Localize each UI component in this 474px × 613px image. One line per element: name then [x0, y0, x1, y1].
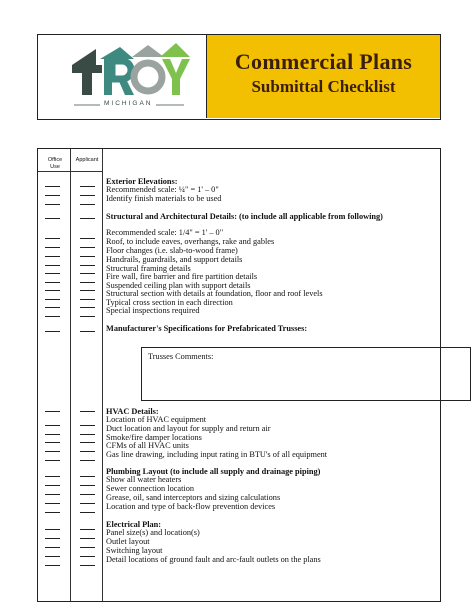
checkbox-blank[interactable] — [45, 529, 60, 530]
checkbox-blank[interactable] — [80, 195, 95, 196]
header-divider — [38, 171, 103, 172]
checkbox-blank[interactable] — [80, 565, 95, 566]
checklist-item: Switching layout — [106, 546, 163, 555]
checkbox-blank[interactable] — [80, 547, 95, 548]
checkbox-blank[interactable] — [45, 512, 60, 513]
checkbox-blank[interactable] — [45, 411, 60, 412]
checkbox-blank[interactable] — [45, 547, 60, 548]
checkbox-blank[interactable] — [45, 316, 60, 317]
section-heading-structural: Structural and Architectural Details: (to include all applicable from following) — [106, 212, 383, 221]
checklist-item: Structural section with details at foundation, floor and roof levels — [106, 289, 323, 298]
checklist-item: Floor changes (i.e. slab-to-wood frame) — [106, 246, 238, 255]
checklist-item: Recommended scale: ¼" = 1' – 0" — [106, 185, 219, 194]
section-heading-plumbing: Plumbing Layout (to include all supply and drainage piping) — [106, 467, 321, 476]
office-use-column — [38, 149, 71, 601]
checkbox-blank[interactable] — [80, 538, 95, 539]
checkbox-blank[interactable] — [80, 512, 95, 513]
checkbox-blank[interactable] — [45, 238, 60, 239]
title-box — [206, 35, 440, 118]
checkbox-blank[interactable] — [80, 218, 95, 219]
page-subtitle: Submittal Checklist — [251, 77, 396, 96]
checkbox-blank[interactable] — [80, 290, 95, 291]
trusses-comments-label: Trusses Comments: — [148, 352, 214, 361]
checkbox-blank[interactable] — [45, 565, 60, 566]
trusses-comments-box[interactable] — [141, 347, 471, 401]
checkbox-blank[interactable] — [80, 411, 95, 412]
checkbox-blank[interactable] — [80, 273, 95, 274]
checkbox-blank[interactable] — [80, 503, 95, 504]
checkbox-blank[interactable] — [45, 204, 60, 205]
checkbox-blank[interactable] — [45, 451, 60, 452]
checkbox-blank[interactable] — [80, 529, 95, 530]
checkbox-blank[interactable] — [45, 485, 60, 486]
checkbox-blank[interactable] — [45, 256, 60, 257]
checkbox-blank[interactable] — [45, 307, 60, 308]
checkbox-blank[interactable] — [80, 331, 95, 332]
section-heading-trusses: Manufacturer's Specifications for Prefabricated Trusses: — [106, 324, 308, 333]
checkbox-blank[interactable] — [80, 307, 95, 308]
checkbox-blank[interactable] — [45, 331, 60, 332]
checklist-item: Sewer connection location — [106, 484, 195, 493]
checkbox-blank[interactable] — [45, 476, 60, 477]
header-box — [37, 34, 441, 120]
checkbox-blank[interactable] — [80, 299, 95, 300]
checkbox-blank[interactable] — [80, 247, 95, 248]
checkbox-blank[interactable] — [45, 290, 60, 291]
checklist-item: Identify finish materials to be used — [106, 194, 222, 203]
checkbox-blank[interactable] — [45, 273, 60, 274]
checklist-item: Special inspections required — [106, 306, 200, 315]
checkbox-blank[interactable] — [45, 247, 60, 248]
section-heading-hvac: HVAC Details: — [106, 407, 159, 416]
checkbox-blank[interactable] — [80, 442, 95, 443]
checkbox-blank[interactable] — [45, 195, 60, 196]
checkbox-blank[interactable] — [45, 460, 60, 461]
applicant-header: Applicant — [75, 157, 99, 163]
checkbox-blank[interactable] — [80, 256, 95, 257]
section-heading-exterior: Exterior Elevations: — [106, 177, 178, 186]
checkbox-blank[interactable] — [80, 238, 95, 239]
checklist-item: Suspended ceiling plan with support details — [106, 281, 251, 290]
checkbox-blank[interactable] — [80, 460, 95, 461]
checklist-item: Duct location and layout for supply and return air — [106, 424, 271, 433]
checklist-item: Grease, oil, sand interceptors and sizing calculations — [106, 493, 281, 502]
checklist-item: Location of HVAC equipment — [106, 415, 207, 424]
checkbox-blank[interactable] — [80, 265, 95, 266]
checklist-item: Recommended scale: 1/4" = 1' – 0" — [106, 228, 224, 237]
checkbox-blank[interactable] — [80, 204, 95, 205]
checkbox-blank[interactable] — [45, 556, 60, 557]
checkbox-blank[interactable] — [45, 282, 60, 283]
checkbox-blank[interactable] — [80, 282, 95, 283]
section-heading-electrical: Electrical Plan: — [106, 520, 162, 529]
checkbox-blank[interactable] — [45, 503, 60, 504]
checklist-item: Show all water heaters — [106, 475, 182, 484]
checkbox-blank[interactable] — [45, 442, 60, 443]
checkbox-blank[interactable] — [80, 476, 95, 477]
checkbox-blank[interactable] — [80, 186, 95, 187]
checklist-item: CFMs of all HVAC units — [106, 441, 189, 450]
checklist-item: Handrails, guardrails, and support details — [106, 255, 243, 264]
logo-tagline: MICHIGAN — [104, 100, 153, 107]
checkbox-blank[interactable] — [45, 265, 60, 266]
checklist-item: Outlet layout — [106, 537, 150, 546]
checklist-item: Structural framing details — [106, 264, 191, 273]
applicant-column — [71, 149, 103, 601]
checklist-item: Typical cross section in each direction — [106, 298, 233, 307]
checklist-item: Roof, to include eaves, overhangs, rake and gables — [106, 237, 275, 246]
checkbox-blank[interactable] — [80, 316, 95, 317]
checkbox-blank[interactable] — [45, 538, 60, 539]
checkbox-blank[interactable] — [80, 494, 95, 495]
checkbox-blank[interactable] — [45, 186, 60, 187]
checklist-item: Location and type of back-flow prevention devices — [106, 502, 276, 511]
checkbox-blank[interactable] — [80, 485, 95, 486]
page-title: Commercial Plans — [234, 49, 413, 74]
checkbox-blank[interactable] — [45, 299, 60, 300]
checklist-item: Fire wall, fire barrier and fire partition details — [106, 272, 258, 281]
checkbox-blank[interactable] — [80, 434, 95, 435]
office-use-header: Office Use — [47, 157, 63, 170]
checklist-item: Smoke/fire damper locations — [106, 433, 202, 442]
checkbox-blank[interactable] — [80, 425, 95, 426]
checkbox-blank[interactable] — [45, 425, 60, 426]
checkbox-blank[interactable] — [45, 434, 60, 435]
troy-logo — [38, 35, 206, 119]
checkbox-blank[interactable] — [80, 556, 95, 557]
checklist-item: Panel size(s) and location(s) — [106, 528, 200, 537]
checkbox-blank[interactable] — [45, 494, 60, 495]
checklist-item: Detail locations of ground fault and arc-fault outlets on the plans — [106, 555, 321, 564]
checkbox-blank[interactable] — [80, 451, 95, 452]
checklist-item: Gas line drawing, including input rating in BTU's of all equipment — [106, 450, 328, 459]
checkbox-blank[interactable] — [45, 218, 60, 219]
